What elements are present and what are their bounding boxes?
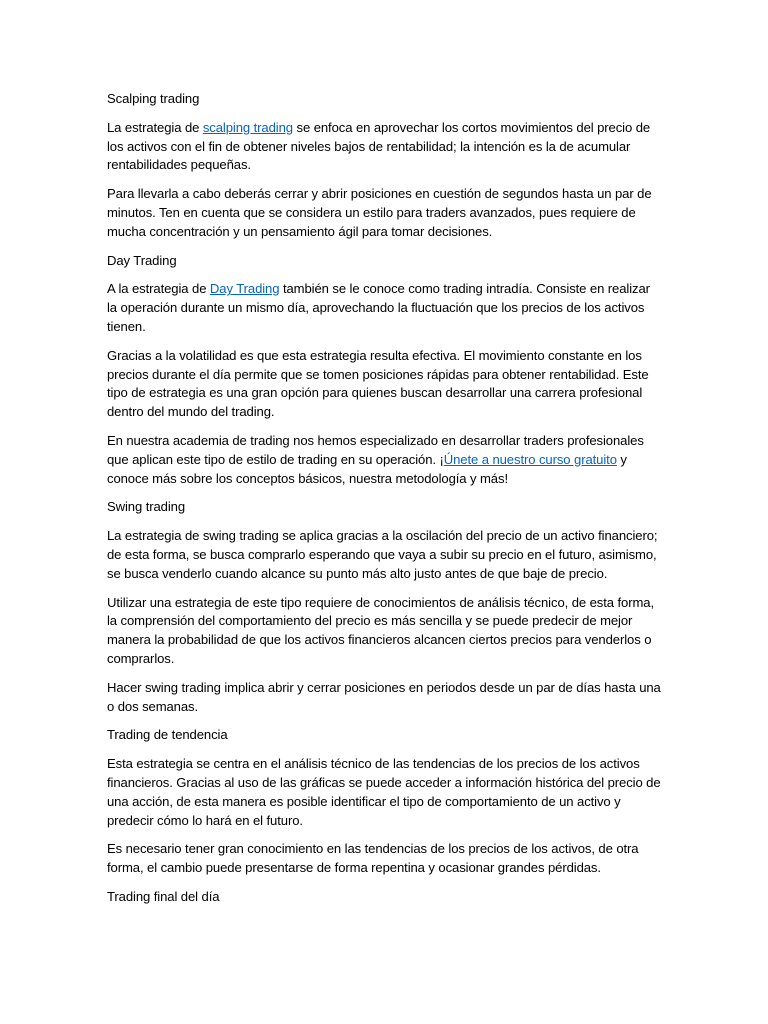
link-free-course[interactable]: Únete a nuestro curso gratuito (443, 451, 617, 467)
paragraph-day-trading-volatility: Gracias a la volatilidad es que esta estrategia resulta efectiva. El movimiento constante en los precios durante el día permite que se tomen posiciones rápidas para obtener rentabilidad. Este tipo de estrategia es una gran opción para quienes buscan desarrollar una carrera profesional dentro del mundo del trading. (107, 347, 649, 420)
paragraph-text: En nuestra academia de trading nos hemos especializado en desarrollar traders profesionales que aplican este tipo de estilo de trading en su operación. ¡ (107, 432, 644, 467)
link-scalping-trading[interactable]: scalping trading (202, 119, 293, 135)
paragraph-text: La estrategia de (107, 119, 203, 135)
paragraph-text: A la estrategia de (107, 281, 210, 297)
heading-trend-trading: Trading de tendencia (107, 727, 228, 743)
paragraph-text: y conoce más sobre los conceptos básicos, nuestra metodología y más! (107, 451, 627, 486)
paragraph-scalping-intro (107, 119, 662, 175)
paragraph-day-trading-intro (107, 280, 662, 336)
heading-end-of-day-trading: Trading final del día (107, 888, 220, 904)
paragraph-text: también se le conoce como trading intradía. Consiste en realizar la operación durante un mismo día, aprovechando la fluctuación que los precios de los activos tienen. (107, 281, 650, 334)
paragraph-swing-periods: Hacer swing trading implica abrir y cerrar posiciones en periodos desde un par de días hasta una o dos semanas. (107, 679, 661, 714)
paragraph-swing-analysis: Utilizar una estrategia de este tipo requiere de conocimientos de análisis técnico, de esta forma, la comprensión del comportamiento del precio es más sencilla y se puede predecir de mejor manera la probabilidad de que los activos financieros alcancen ciertos precios para venderlos o comprarlos. (107, 594, 654, 666)
paragraph-swing-intro: La estrategia de swing trading se aplica gracias a la oscilación del precio de un activo financiero; de esta forma, se busca comprarlo esperando que vaya a subir su precio en el futuro, asimismo, se busca venderlo cuando alcance su punto más alto justo antes de que baje de precio. (107, 528, 658, 581)
document-body (107, 90, 662, 917)
paragraph-scalping-details: Para llevarla a cabo deberás cerrar y abrir posiciones en cuestión de segundos hasta un par de minutos. Ten en cuenta que se considera un estilo para traders avanzados, pues requiere de mucha concentración y un pensamiento ágil para tomar decisiones. (107, 186, 652, 239)
paragraph-trend-knowledge: Es necesario tener gran conocimiento en las tendencias de los precios de los activos, de otra forma, el cambio puede presentarse de forma repentina y ocasionar grandes pérdidas. (107, 841, 639, 876)
heading-swing-trading: Swing trading (107, 499, 186, 515)
paragraph-academy (107, 432, 662, 488)
paragraph-text: se enfoca en aprovechar los cortos movimientos del precio de los activos con el fin de obtener niveles bajos de rentabilidad; la intención es la de acumular rentabilidades pequeñas. (107, 119, 651, 173)
link-day-trading[interactable]: Day Trading (209, 281, 280, 297)
heading-scalping-trading: Scalping trading (107, 91, 200, 106)
paragraph-trend-intro: Esta estrategia se centra en el análisis técnico de las tendencias de los precios de los activos financieros. Gracias al uso de las gráficas se puede acceder a información histórica del precio de una acción, de esta manera es posible identificar el tipo de comportamiento de un activo y predecir cómo lo hará en el futuro. (107, 756, 661, 828)
heading-day-trading: Day Trading (107, 252, 177, 268)
